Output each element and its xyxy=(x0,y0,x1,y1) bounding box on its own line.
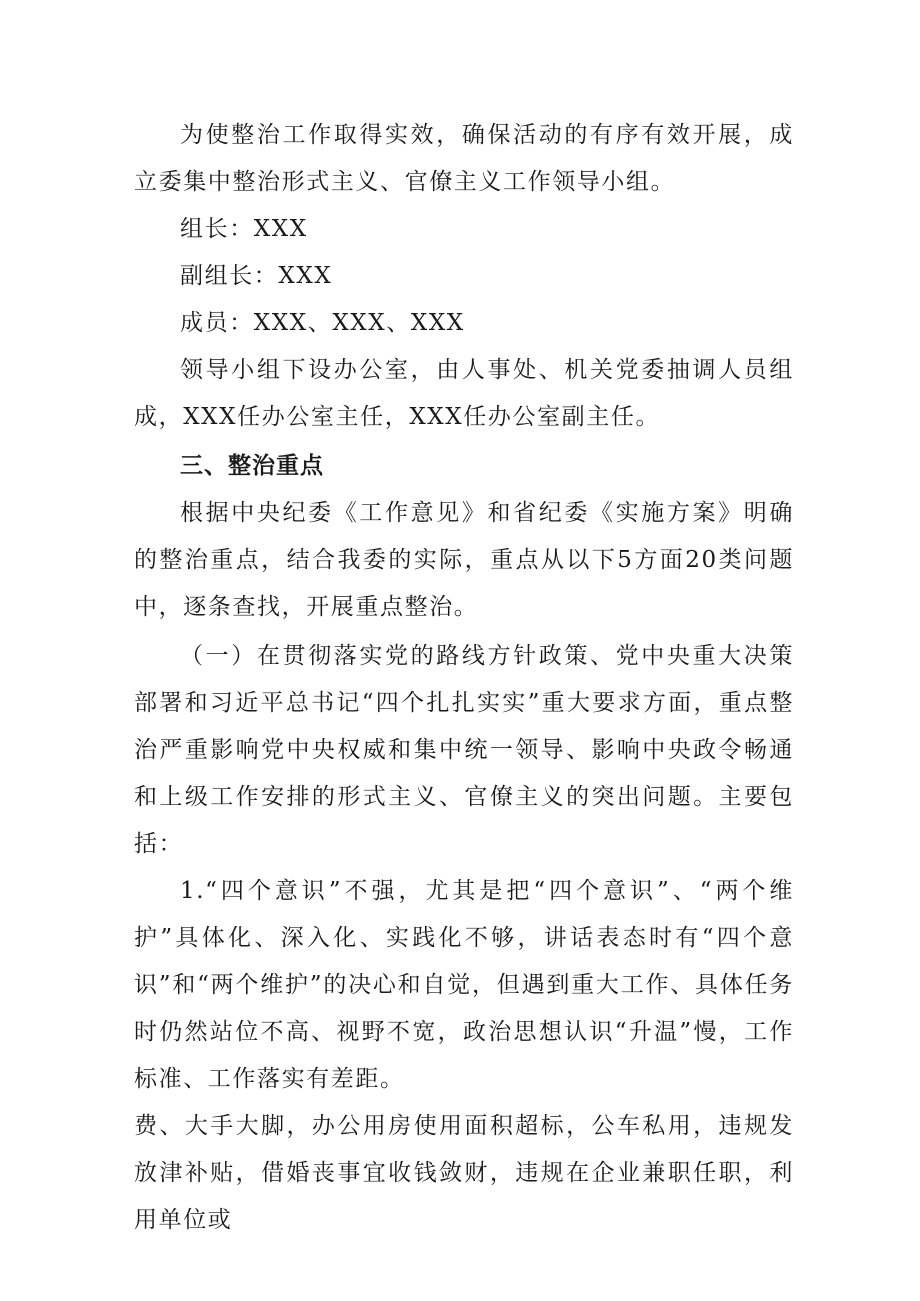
document-body xyxy=(134,112,794,1244)
members-line: 成员：XXX、XXX、XXX xyxy=(180,310,465,336)
paragraph-basis: 根据中央纪委《工作意见》和省纪委《实施方案》明确的整治重点，结合我委的实际，重点从以下5方面20类问题中，逐条查找，开展重点整治。 xyxy=(134,500,794,620)
deputy-leader-line: 副组长：XXX xyxy=(180,263,333,289)
paragraph-fragment: 费、大手大脚，办公用房使用面积超标，公车私用，违规发放津补贴，借婚丧事宜收钱敛财，违规在企业兼职任职，利用单位或 xyxy=(134,1113,794,1233)
section-heading: 三、整治重点 xyxy=(180,453,324,479)
paragraph-intro: 为使整治工作取得实效，确保活动的有序有效开展，成立委集中整治形式主义、官僚主义工作领导小组。 xyxy=(134,122,794,195)
paragraph-point-one: 1.“四个意识”不强，尤其是把“四个意识”、“两个维护”具体化、深入化、实践化不够，讲话表态时有“四个意识”和“两个维护”的决心和自觉，但遇到重大工作、具体任务时仍然站位不高、视野不宽，政治思想认识“升温”慢，工作标准、工作落实有差距。 xyxy=(134,878,794,1092)
leader-line: 组长：XXX xyxy=(180,216,308,242)
paragraph-item-one: （一）在贯彻落实党的路线方针政策、党中央重大决策部署和习近平总书记“四个扎扎实实”重大要求方面，重点整治严重影响党中央权威和集中统一领导、影响中央政令畅通和上级工作安排的形式主义、官僚主义的突出问题。主要包括： xyxy=(134,643,794,857)
paragraph-office: 领导小组下设办公室，由人事处、机关党委抽调人员组成，XXX任办公室主任，XXX任办公室副主任。 xyxy=(134,357,794,430)
